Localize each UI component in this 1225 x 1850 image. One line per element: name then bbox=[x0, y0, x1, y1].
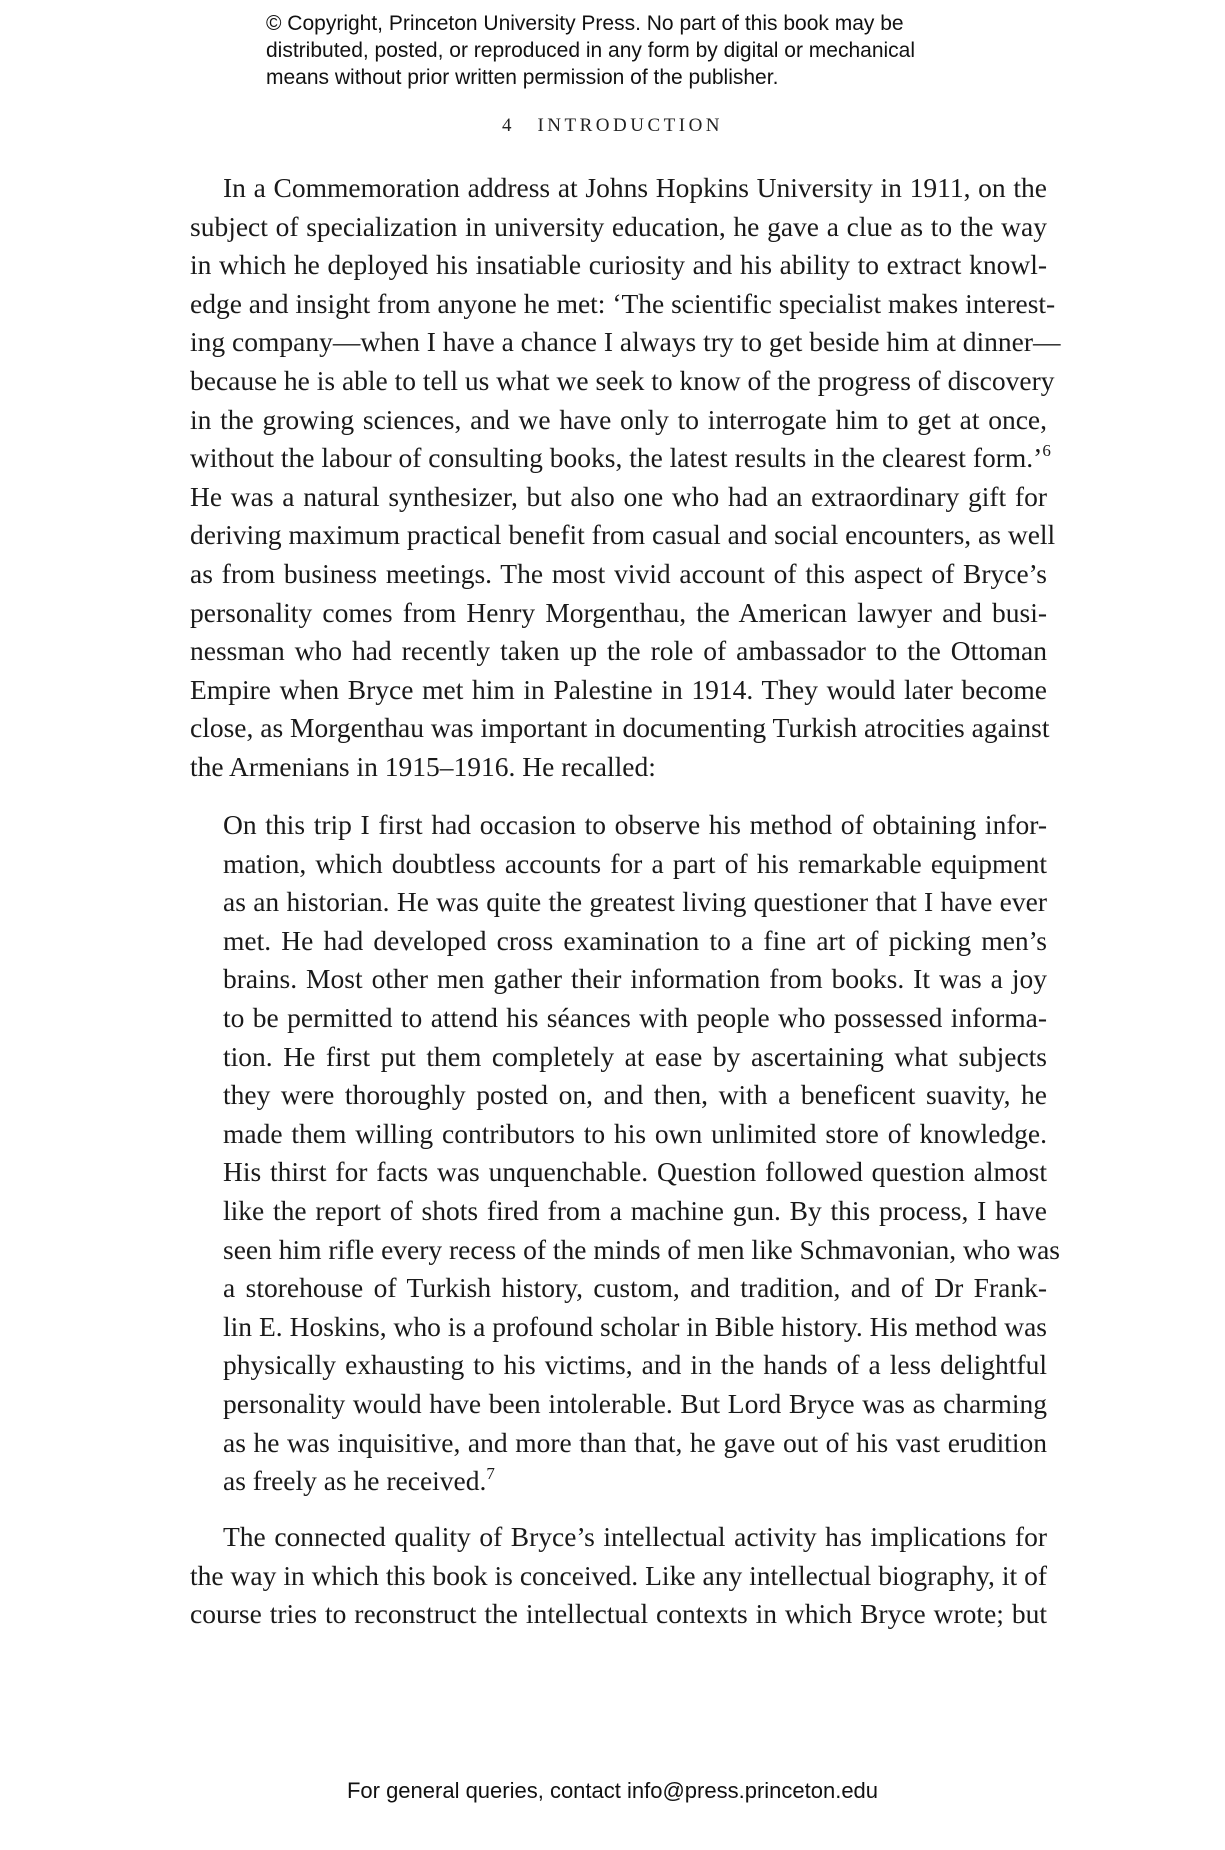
quote-line: mation, which doubtless accounts for a part of his remarkable equipment bbox=[223, 847, 1047, 879]
quote-line: met. He had developed cross examination to a fine art of picking men’s bbox=[223, 924, 1047, 956]
text-line: He was a natural synthesizer, but also one who had an extraordinary gift for bbox=[190, 480, 1047, 512]
text-line: edge and insight from anyone he met: ‘The scientific specialist makes interest- bbox=[190, 287, 1056, 319]
text-line: in which he deployed his insatiable curiosity and his ability to extract knowl- bbox=[190, 249, 1047, 281]
page-number: 4 bbox=[501, 115, 512, 136]
text-line: Empire when Bryce met him in Palestine in 1914. They would later become bbox=[190, 673, 1047, 705]
text-line-content: without the labour of consulting books, the latest results in the clearest form.’ bbox=[190, 442, 1043, 474]
text-line: nessman who had recently taken up the role of ambassador to the Ottoman bbox=[190, 635, 1047, 667]
footer-contact: For general queries, contact info@press.princeton.edu bbox=[346, 1778, 879, 1803]
quote-line: physically exhausting to his victims, and in the hands of a less delightful bbox=[223, 1349, 1047, 1381]
copyright-line: © Copyright, Princeton University Press. No part of this book may be bbox=[266, 12, 904, 35]
quote-line: like the report of shots fired from a machine gun. By this process, I have bbox=[223, 1194, 1047, 1226]
quote-line bbox=[223, 1462, 1047, 1501]
copyright-line: means without prior written permission of the publisher. bbox=[266, 66, 779, 89]
text-line bbox=[190, 439, 1051, 478]
text-line: ing company—when I have a chance I always try to get beside him at dinner— bbox=[190, 326, 1061, 358]
text-line: In a Commemoration address at Johns Hopkins University in 1911, on the bbox=[223, 172, 1047, 203]
text-line: personality comes from Henry Morgenthau, the American lawyer and busi- bbox=[190, 596, 1047, 628]
paragraph-3 bbox=[190, 1518, 1047, 1634]
block-quote bbox=[223, 806, 1060, 1501]
quote-line: brains. Most other men gather their information from books. It was a joy bbox=[223, 963, 1047, 995]
quote-line: On this trip I first had occasion to observe his method of obtaining infor- bbox=[223, 809, 1047, 840]
quote-line: made them willing contributors to his own unlimited store of knowledge. bbox=[223, 1117, 1047, 1149]
text-line: The connected quality of Bryce’s intellectual activity has implications for bbox=[223, 1521, 1047, 1552]
quote-line: tion. He first put them completely at ease by ascertaining what subjects bbox=[223, 1040, 1047, 1072]
quote-line-content: as freely as he received. bbox=[223, 1465, 487, 1497]
text-line: the Armenians in 1915–1916. He recalled: bbox=[190, 750, 656, 782]
text-line: deriving maximum practical benefit from casual and social encounters, as well bbox=[190, 519, 1056, 551]
running-head bbox=[0, 115, 1225, 137]
paragraph-1 bbox=[190, 169, 1061, 787]
quote-line: seen him rifle every recess of the minds of men like Schmavonian, who was bbox=[223, 1233, 1060, 1265]
chapter-title: INTRODUCTION bbox=[537, 115, 724, 136]
text-line: as from business meetings. The most vivid account of this aspect of Bryce’s bbox=[190, 557, 1047, 589]
quote-line: to be permitted to attend his séances with people who possessed informa- bbox=[223, 1001, 1047, 1033]
quote-line: a storehouse of Turkish history, custom, and tradition, and of Dr Frank- bbox=[223, 1272, 1047, 1304]
text-line: course tries to reconstruct the intellectual contexts in which Bryce wrote; but bbox=[190, 1598, 1047, 1630]
quote-line: as he was inquisitive, and more than that, he gave out of his vast erudition bbox=[223, 1426, 1047, 1458]
quote-line: personality would have been intolerable. But Lord Bryce was as charming bbox=[223, 1387, 1047, 1419]
footnote-ref[interactable]: 7 bbox=[486, 1464, 495, 1484]
text-line: subject of specialization in university education, he gave a clue as to the way bbox=[190, 210, 1047, 242]
quote-line: His thirst for facts was unquenchable. Question followed question almost bbox=[223, 1156, 1047, 1188]
quote-line: as an historian. He was quite the greatest living questioner that I have ever bbox=[223, 886, 1047, 918]
text-line: close, as Morgenthau was important in documenting Turkish atrocities against bbox=[190, 712, 1050, 744]
text-line: because he is able to tell us what we seek to know of the progress of discovery bbox=[190, 364, 1055, 396]
copyright-notice bbox=[266, 10, 986, 91]
text-line: in the growing sciences, and we have only to interrogate him to get at once, bbox=[190, 403, 1047, 435]
footnote-ref[interactable]: 6 bbox=[1042, 441, 1051, 461]
quote-line: lin E. Hoskins, who is a profound scholar in Bible history. His method was bbox=[223, 1310, 1047, 1342]
text-line: the way in which this book is conceived. Like any intellectual biography, it of bbox=[190, 1559, 1047, 1591]
copyright-line: distributed, posted, or reproduced in any form by digital or mechanical bbox=[266, 39, 916, 62]
quote-line: they were thoroughly posted on, and then, with a beneficent suavity, he bbox=[223, 1079, 1047, 1111]
